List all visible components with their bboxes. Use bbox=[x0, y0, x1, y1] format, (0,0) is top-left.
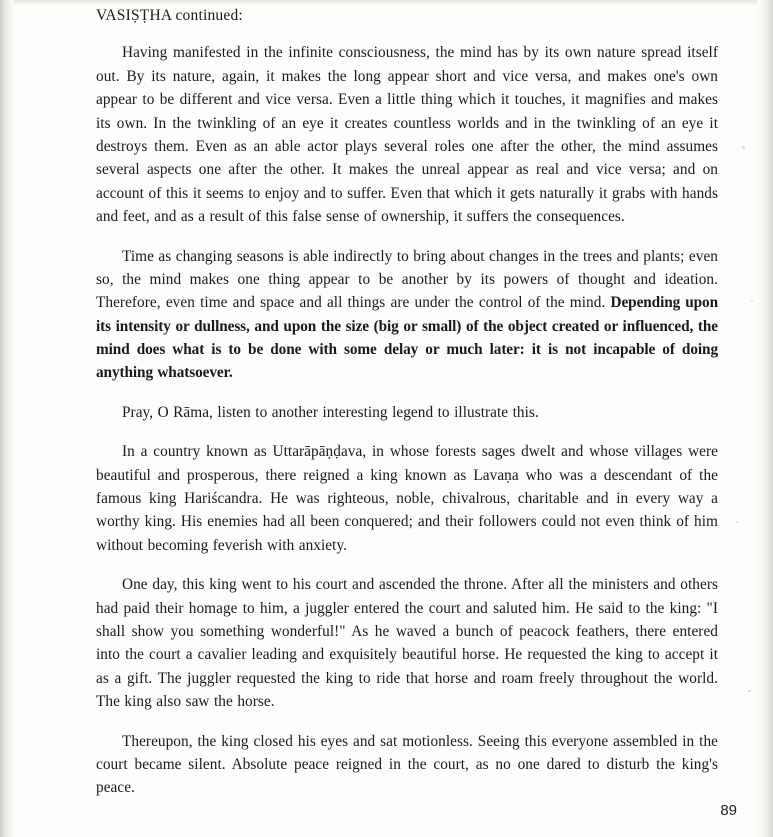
text-run: Pray, O Rāma, listen to another interesting legend to illustrate this. bbox=[122, 403, 539, 421]
text-run: Having manifested in the infinite consciousness, the mind has by its own nature spread itself out. By its nature, again, it makes the long appear short and vice versa, and makes one's own appear to be different and vice versa. Even a little thing which it touches, it magnifies and makes its own. In the twinkling of an eye it creates countless worlds and in the twinkling of an eye it destroys them. Even as an able actor plays several roles one after the other, the mind assumes several aspects one after the other. It makes the unreal appear as real and vice versa; and on account of this it seems to enjoy and to suffer. Even that which it gets naturally it grabs with hands and feet, and as a result of this false sense of ownership, it suffers the consequences. bbox=[96, 44, 718, 226]
speaker-heading: VASIṢṬHA continued: bbox=[96, 7, 243, 24]
para-uttarapandava bbox=[96, 440, 718, 557]
para-juggler bbox=[96, 573, 718, 713]
scan-speck bbox=[751, 300, 753, 302]
emphasised-text-run: Depending upon its intensity or dullness, and upon the size (big or small) of the object created or influenced, the mind does what is to be done with some delay or much later: it is not incapable of doing anything whatsoever. bbox=[96, 294, 719, 382]
scan-speck bbox=[736, 521, 738, 523]
scan-speck bbox=[742, 146, 745, 149]
text-run: Thereupon, the king closed his eyes and sat motionless. Seeing this everyone assembled in the court became silent. Absolute peace reigned in the court, as no one dared to disturb the king's peace. bbox=[96, 732, 718, 797]
text-run: One day, this king went to his court and ascended the throne. After all the ministers and others had paid their homage to him, a juggler entered the court and saluted him. He said to the king: "I shall show you something wonderful!" As he waved a bunch of peacock feathers, there entered into the court a cavalier leading and exquisitely beautiful horse. He requested the king to accept it as a gift. The juggler requested the king to ride that horse and roam freely throughout the world. The king also saw the horse. bbox=[96, 576, 718, 711]
para-closed-eyes bbox=[96, 730, 718, 800]
para-time-seasons bbox=[96, 245, 718, 385]
page-text-column bbox=[96, 0, 718, 816]
paragraph-list bbox=[96, 41, 718, 799]
page-number: 89 bbox=[720, 802, 737, 819]
para-mind-nature bbox=[96, 41, 718, 228]
para-pray-rama bbox=[96, 401, 718, 424]
scan-edge-right bbox=[757, 0, 773, 837]
text-run: In a country known as Uttarāpāṇḍava, in whose forests sages dwelt and whose villages were beautiful and prosperous, there reigned a king known as Lavaṇa who was a descendant of the famous king Hariścandra. He was righteous, noble, chivalrous, charitable and in every way a worthy king. His enemies had all been conquered; and their followers could not even think of him without becoming feverish with anxiety. bbox=[96, 443, 718, 554]
scan-speck bbox=[748, 690, 751, 692]
scan-edge-left bbox=[0, 0, 14, 837]
text-run: Time as changing seasons is able indirectly to bring about changes in the trees and plants; even so, the mind makes one thing appear to be another by its powers of thought and ideation. Therefore, even time and space and all things are under the control of the mind. bbox=[96, 247, 718, 312]
